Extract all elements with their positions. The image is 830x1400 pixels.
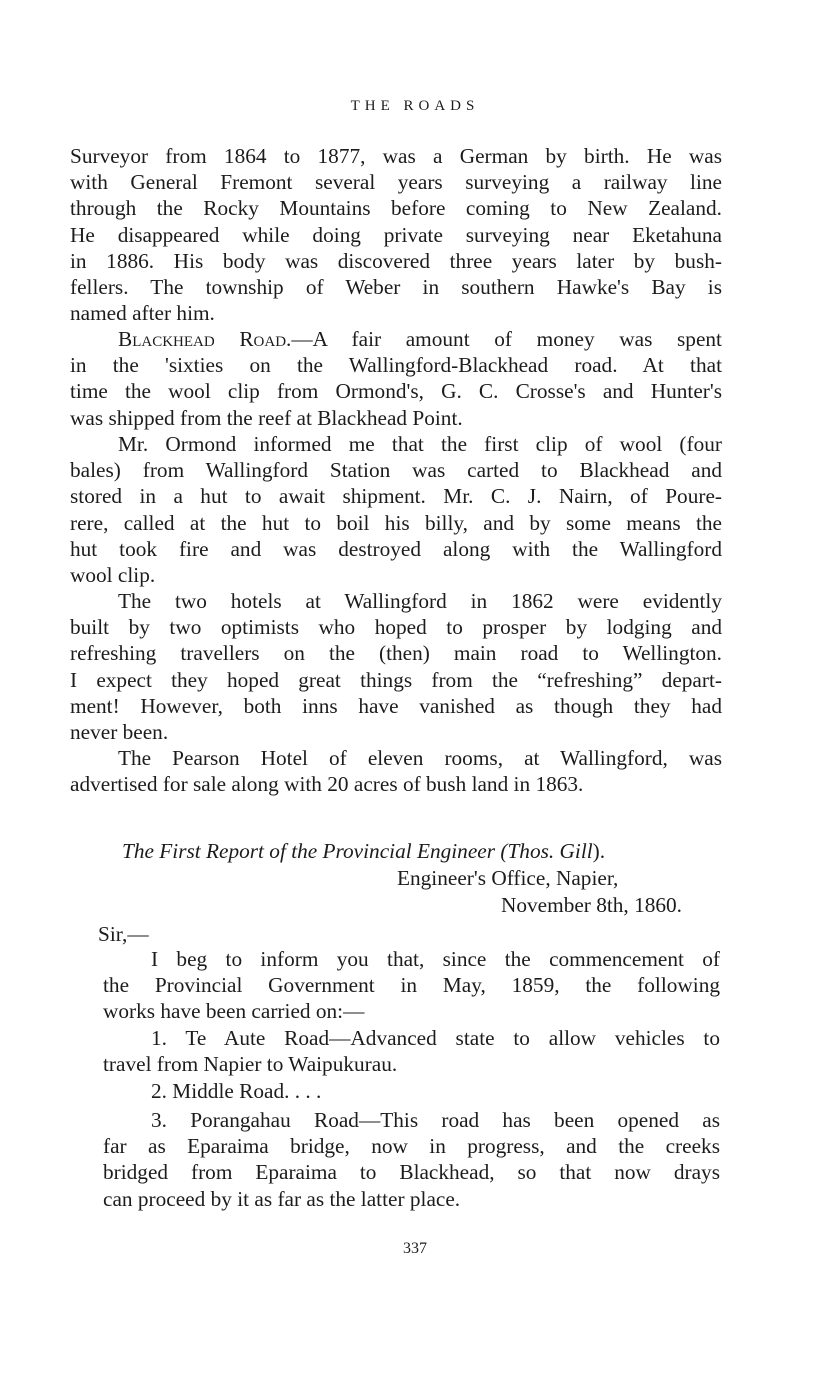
letter-item-1 (103, 1025, 720, 1077)
text-line: Surveyor from 1864 to 1877, was a German by birth. He was (70, 144, 722, 168)
text-line: refreshing travellers on the (then) main road to Wellington. (70, 641, 722, 666)
text-line: time the wool clip from Ormond's, G. C. Crosse's and Hunter's (70, 379, 722, 404)
text-fragment: —A fair amount of money was spent (291, 327, 722, 351)
text-line: in 1886. His body was discovered three years later by bush- (70, 248, 722, 273)
report-author: Thos. Gill (507, 839, 593, 863)
text-line: was shipped from the reef at Blackhead Point. (70, 405, 463, 430)
letter-item-2 (103, 1078, 720, 1104)
text-line: stored in a hut to await shipment. Mr. C. J. Nairn, of Poure- (70, 484, 722, 509)
paragraph-pearson-hotel (70, 745, 722, 797)
report-title (122, 838, 722, 864)
paragraph-weber (70, 143, 722, 326)
report-date: November 8th, 1860. (501, 893, 682, 917)
report-title-text: The First Report of the Provincial Engineer ( (122, 839, 508, 863)
text-line: travel from Napier to Waipukurau. (103, 1052, 398, 1077)
paragraph-blackhead-road (70, 326, 722, 431)
letter-item-3 (103, 1107, 720, 1212)
report-title-end: ). (592, 839, 606, 863)
text-line: named after him. (70, 301, 215, 326)
text-line: through the Rocky Mountains before coming to New Zealand. (70, 196, 722, 221)
text-line: the Provincial Government in May, 1859, the following (103, 973, 720, 998)
text-line: I expect they hoped great things from the “refreshing” depart- (70, 667, 722, 692)
text-line: The Pearson Hotel of eleven rooms, at Wallingford, was (118, 746, 722, 770)
text-line: hut took fire and was destroyed along with the Wallingford (70, 536, 722, 561)
report-address: Engineer's Office, Napier, (397, 866, 619, 890)
text-line: He disappeared while doing private surveying near Eketahuna (70, 222, 722, 247)
salutation: Sir,— (98, 922, 149, 946)
text-line: 1. Te Aute Road—Advanced state to allow vehicles to (151, 1026, 720, 1050)
running-head: THE ROADS (350, 98, 480, 114)
text-line: wool clip. (70, 562, 156, 587)
text-line: rere, called at the hut to boil his billy, and by some means the (70, 510, 722, 535)
page-number: 337 (403, 1240, 427, 1257)
text-line: built by two optimists who hoped to prosper by lodging and (70, 615, 722, 640)
text-line: ment! However, both inns have vanished as though they had (70, 693, 722, 718)
text-line: with General Fremont several years surveying a railway line (70, 170, 722, 195)
text-line: bales) from Wallingford Station was carted to Blackhead and (70, 458, 722, 483)
text-line: 3. Porangahau Road—This road has been opened as (151, 1108, 720, 1132)
text-line: I beg to inform you that, since the commencement of (151, 947, 720, 971)
text-line: advertised for sale along with 20 acres of bush land in 1863. (70, 772, 584, 797)
paragraph-hotels (70, 588, 722, 745)
paragraph-wool-clip (70, 431, 722, 588)
text-line: fellers. The township of Weber in southern Hawke's Bay is (70, 274, 722, 299)
text-line: in the 'sixties on the Wallingford-Blackhead road. At that (70, 353, 722, 378)
text-line: Mr. Ormond informed me that the first clip of wool (four (118, 432, 722, 456)
letter-intro (103, 946, 720, 1025)
text-line: never been. (70, 719, 169, 744)
text-line: works have been carried on:— (103, 999, 365, 1024)
text-line: The two hotels at Wallingford in 1862 were evidently (118, 589, 722, 613)
text-line: 2. Middle Road. . . . (151, 1079, 322, 1103)
text-line (70, 326, 722, 352)
text-line: far as Eparaima bridge, now in progress, and the creeks (103, 1134, 720, 1159)
section-heading: Blackhead Road. (118, 327, 292, 351)
text-line: can proceed by it as far as the latter place. (103, 1186, 461, 1211)
text-line: bridged from Eparaima to Blackhead, so that now drays (103, 1160, 720, 1185)
